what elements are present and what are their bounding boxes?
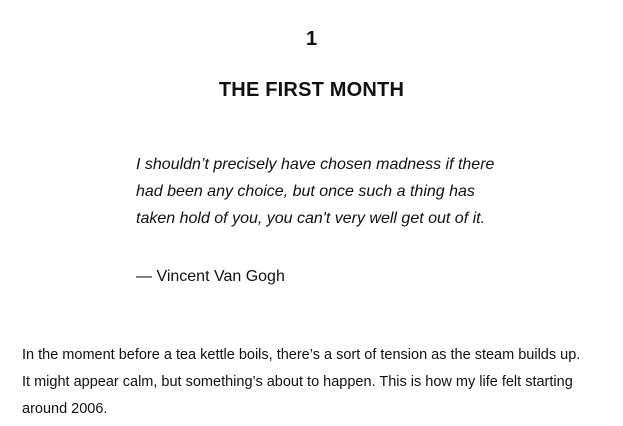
epigraph-line: I shouldn’t precisely have chosen madness if there [136,156,495,173]
epigraph-line: had been any choice, but once such a thing has [136,183,475,200]
epigraph-attribution: — Vincent Van Gogh [136,268,285,285]
chapter-number: 1 [305,28,318,50]
body-line: In the moment before a tea kettle boils, there’s a sort of tension as the steam builds up. [22,347,581,363]
epigraph-line: taken hold of you, you can't very well get out of it. [136,210,486,227]
body-line: It might appear calm, but something’s about to happen. This is how my life felt starting [22,374,573,390]
epigraph-quote [136,151,536,232]
chapter-title: THE FIRST MONTH [218,79,405,101]
body-line: around 2006. [22,401,108,417]
body-paragraph [22,342,622,423]
